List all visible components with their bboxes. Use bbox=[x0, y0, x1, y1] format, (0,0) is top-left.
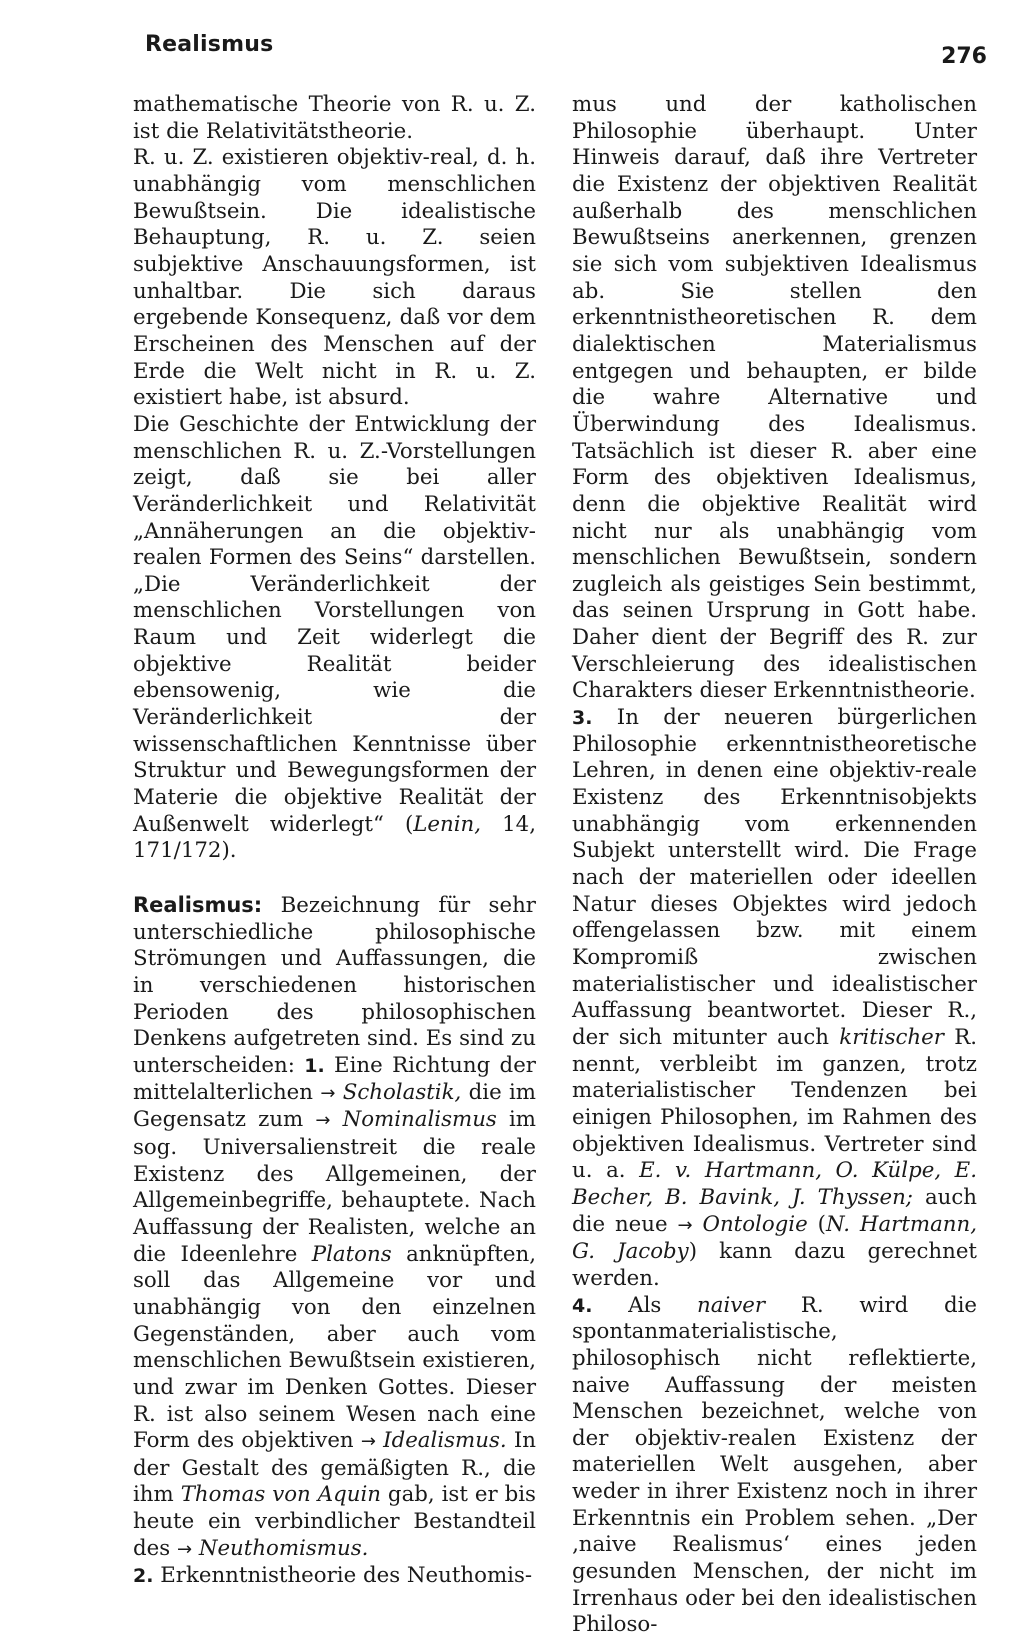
entry-text: die im Gegensatz zum bbox=[133, 1079, 537, 1133]
cross-reference[interactable]: Nominalismus bbox=[342, 1107, 497, 1133]
cross-reference-arrow: → bbox=[176, 1538, 193, 1560]
entry-text: R. nennt, verbleibt im ganzen, trotz materialistischer Tendenzen bei einigen Philosophen, im Rahmen des objektiven Idealismus. Vertreter sind u. a. bbox=[572, 1024, 977, 1184]
running-head: Realismus bbox=[145, 32, 274, 57]
author-name: Thomas von Aquin bbox=[180, 1482, 381, 1508]
paragraph bbox=[133, 412, 536, 865]
paragraph-text: Die Geschichte der Entwicklung der menschlichen R. u. Z.-Vorstellungen zeigt, daß sie bei aller Veränderlichkeit und Relativität „Annäherungen an die objektiv-realen Formen des Seins“ darstellen. „Die Veränderlichkeit der menschlichen Vorstellungen von Raum und Zeit widerlegt die objektive Realität beider ebensowenig, wie die Veränderlichkeit der wissenschaftlichen Kenntnisse über Struktur und Bewegungsformen der Materie die objektive Realität der Außenwelt widerlegt“ ( bbox=[133, 411, 536, 837]
author-names: E. v. Hartmann, O. Külpe, E. Becher, B. Bavink, J. Thyssen; bbox=[572, 1158, 977, 1210]
entry-text: ( bbox=[807, 1211, 826, 1237]
right-column bbox=[572, 92, 977, 1639]
dictionary-entry-sense bbox=[133, 1563, 536, 1590]
entry-headword: Realismus: bbox=[133, 893, 263, 918]
left-column bbox=[133, 92, 536, 1590]
paragraph: mus und der katholischen Philosophie überhaupt. Unter Hinweis darauf, daß ihre Vertreter die Existenz der objektiven Realität außerhalb des menschlichen Bewußtseins anerkennen, grenzen sie sich vom subjektiven Idealismus ab. Sie stellen den erkenntnistheoretischen R. dem dialektischen Materialismus entgegen und behaupten, er bilde die wahre Alternative und Überwindung des Idealismus. Tatsächlich ist dieser R. aber eine Form des objektiven Idealismus, denn die objektive Realität wird nicht nur als unabhängig vom menschlichen Bewußtsein, sondern zugleich als geistiges Sein bestimmt, das seinen Ursprung in Gott habe. Daher dient der Begriff des R. zur Verschleierung des idealistischen Charakters dieser Erkenntnistheorie. bbox=[572, 92, 977, 704]
sense-number: 4. bbox=[572, 1294, 593, 1317]
author-names: N. Hartmann, G. Jacoby bbox=[572, 1211, 977, 1265]
paragraph: R. u. Z. existieren objektiv-real, d. h. unabhängig vom menschlichen Bewußtsein. Die idealistische Behauptung, R. u. Z. seien subjektive Anschauungsformen, ist unhaltbar. Die sich daraus ergebende Konsequenz, daß vor dem Erscheinen des Menschen auf der Erde die Welt nicht in R. u. Z. existiert habe, ist absurd. bbox=[133, 145, 536, 411]
entry-text: Bezeichnung für sehr unterschiedliche philosophische Strömungen und Auffassungen, die in verschiedenen historischen Perioden des philosophischen Denkens aufgetreten sind. Es sind zu unterscheiden: bbox=[133, 893, 536, 1078]
sense-number: 1. bbox=[304, 1054, 325, 1077]
cross-reference-arrow: → bbox=[315, 1110, 331, 1132]
entry-text: auch die neue bbox=[572, 1184, 977, 1237]
cross-reference-arrow: → bbox=[360, 1431, 376, 1453]
entry-text: ) kann dazu gerechnet werden. bbox=[572, 1239, 977, 1291]
citation-author: Lenin, bbox=[413, 811, 482, 837]
cross-reference[interactable]: Ontologie bbox=[702, 1211, 808, 1237]
entry-text: im sog. Universalienstreit die reale Existenz des Allgemeinen, der Allgemeinbegriffe, behauptete. Nach Auffassung der Realisten, welche an die Ideenlehre bbox=[133, 1107, 536, 1267]
emphasis: kritischer bbox=[839, 1024, 944, 1050]
dictionary-entry-sense bbox=[572, 1293, 977, 1640]
sense-number: 3. bbox=[572, 707, 593, 730]
entry-text: Eine Richtung der mittelalterlichen bbox=[133, 1052, 536, 1105]
cross-reference[interactable]: Idealismus. bbox=[383, 1428, 507, 1454]
citation-reference: 14, 171/172). bbox=[133, 811, 536, 864]
entry-text: In der Gestalt des gemäßigten R., die ihm bbox=[133, 1428, 536, 1508]
entry-text: gab, ist er bis heute ein verbindlicher Bestandteil des bbox=[133, 1482, 536, 1561]
entry-text: R. wird die spontanmaterialistische, philosophisch nicht reflektierte, naive Auffassung der meisten Menschen bezeichnet, welche von der objektiv-realen Existenz der materiellen Welt ausgehen, aber weder in ihrer Existenz noch in ihrer Erkenntnis ein Problem sehen. „Der ‚naive Realismus‘ eines jeden gesunden Menschen, der nicht im Irrenhaus oder bei den idealistischen Philoso- bbox=[572, 1292, 977, 1638]
emphasis: naiver bbox=[697, 1292, 766, 1318]
page-number: 276 bbox=[941, 44, 987, 69]
sense-number: 2. bbox=[133, 1565, 154, 1588]
dictionary-entry-sense bbox=[572, 705, 977, 1292]
paragraph: mathematische Theorie von R. u. Z. ist die Relativitätstheorie. bbox=[133, 92, 536, 144]
cross-reference-arrow: → bbox=[320, 1082, 336, 1104]
author-name: Platons bbox=[311, 1241, 392, 1267]
entry-text: In der neueren bürgerlichen Philosophie erkenntnistheoretische Lehren, in denen eine objektiv-reale Existenz des Erkenntnisobjekts unabhängig vom erkennenden Subjekt unterstellt wird. Die Frage nach der materiellen oder ideellen Natur dieses Objektes wird jedoch offengelassen bzw. mit einem Kompromiß zwischen materialistischer und idealistischer Auffassung beantwortet. Dieser R., der sich mitunter auch bbox=[572, 705, 977, 1050]
cross-reference[interactable]: Neuthomismus. bbox=[198, 1535, 369, 1561]
entry-text: Erkenntnistheorie des Neuthomis- bbox=[153, 1563, 533, 1589]
cross-reference-arrow: → bbox=[677, 1214, 693, 1236]
entry-text: anknüpften, soll das Allgemeine vor und unabhängig von den einzelnen Gegenständen, aber auch vom menschlichen Bewußtsein existieren, und zwar im Denken Gottes. Dieser R. ist also seinem Wesen nach eine Form des objektiven bbox=[133, 1241, 536, 1454]
cross-reference[interactable]: Scholastik, bbox=[342, 1079, 462, 1105]
dictionary-entry bbox=[133, 892, 536, 1563]
entry-text: Als bbox=[592, 1292, 698, 1318]
